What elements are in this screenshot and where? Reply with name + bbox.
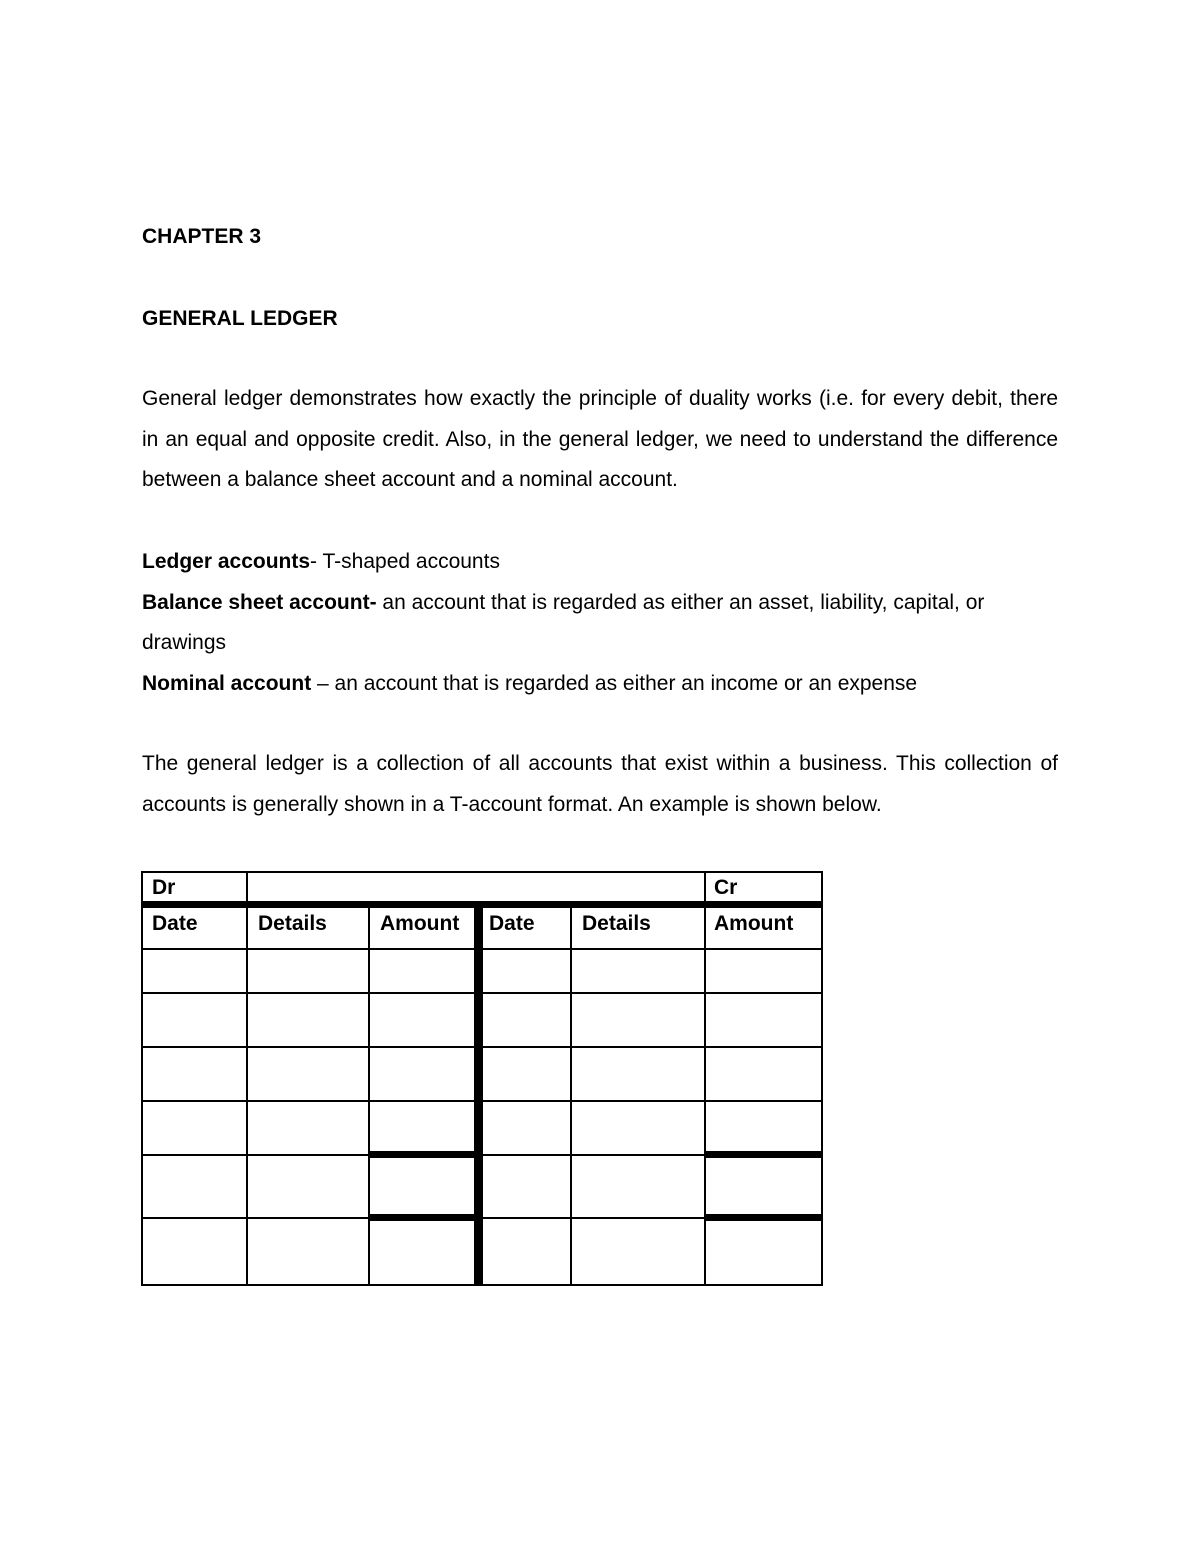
t-center-rule [474,908,483,1286]
section-title: GENERAL LEDGER [142,307,338,330]
debit-label: Dr [152,876,176,899]
row-rule-thin-left-2 [141,1217,370,1219]
col-rule-credit-details [570,908,572,1286]
total-rule-debit-1 [370,1151,476,1158]
header-credit-amount: Amount [714,912,794,935]
credit-label: Cr [714,876,738,899]
definition-text: an account that is regarded as either an asset, liability, capital, or drawings [142,590,985,655]
title-rule [141,901,823,908]
definition-balance-sheet-account [142,583,1058,664]
intro-paragraph: General ledger demonstrates how exactly the principle of duality works (i.e. for every debit, there in an equal and opposite credit. Also, in the general ledger, we need to understand the difference between a balance sheet account and a nominal account. [142,387,1058,492]
chapter-heading: CHAPTER 3 [142,225,262,248]
definition-term: Nominal account [142,672,312,696]
definitions-list [142,542,1058,705]
col-rule-credit-amount [704,871,706,1286]
total-rule-credit-1 [704,1151,823,1158]
header-debit-amount: Amount [380,912,460,935]
row-rule-thin-left-1 [141,1154,370,1156]
header-debit-date: Date [152,912,198,935]
col-rule-debit-amount [368,908,370,1286]
table-border-left [141,871,143,1286]
total-rule-debit-2 [370,1214,476,1221]
row-rule-thin-right-1 [476,1154,704,1156]
header-credit-date: Date [489,912,535,935]
total-rule-credit-2 [704,1214,823,1221]
definition-term: Balance sheet account- [142,590,377,614]
definition-text: – an account that is regarded as either an income or an expense [311,672,918,696]
definition-nominal-account [142,664,1058,705]
definition-ledger-accounts [142,542,1058,583]
definition-text: - T-shaped accounts [310,550,500,573]
header-credit-details: Details [582,912,651,935]
definition-term: Ledger accounts [142,550,311,573]
row-rule-thin-right-2 [476,1217,704,1219]
t-account-table [141,871,823,1286]
collection-paragraph: The general ledger is a collection of all accounts that exist within a business. This collection of accounts is generally shown in a T-account format. An example is shown below. [142,752,1058,816]
table-border-right [821,871,823,1286]
header-debit-details: Details [258,912,327,935]
col-rule-debit-details [246,871,248,1286]
table-border-top [141,871,823,873]
